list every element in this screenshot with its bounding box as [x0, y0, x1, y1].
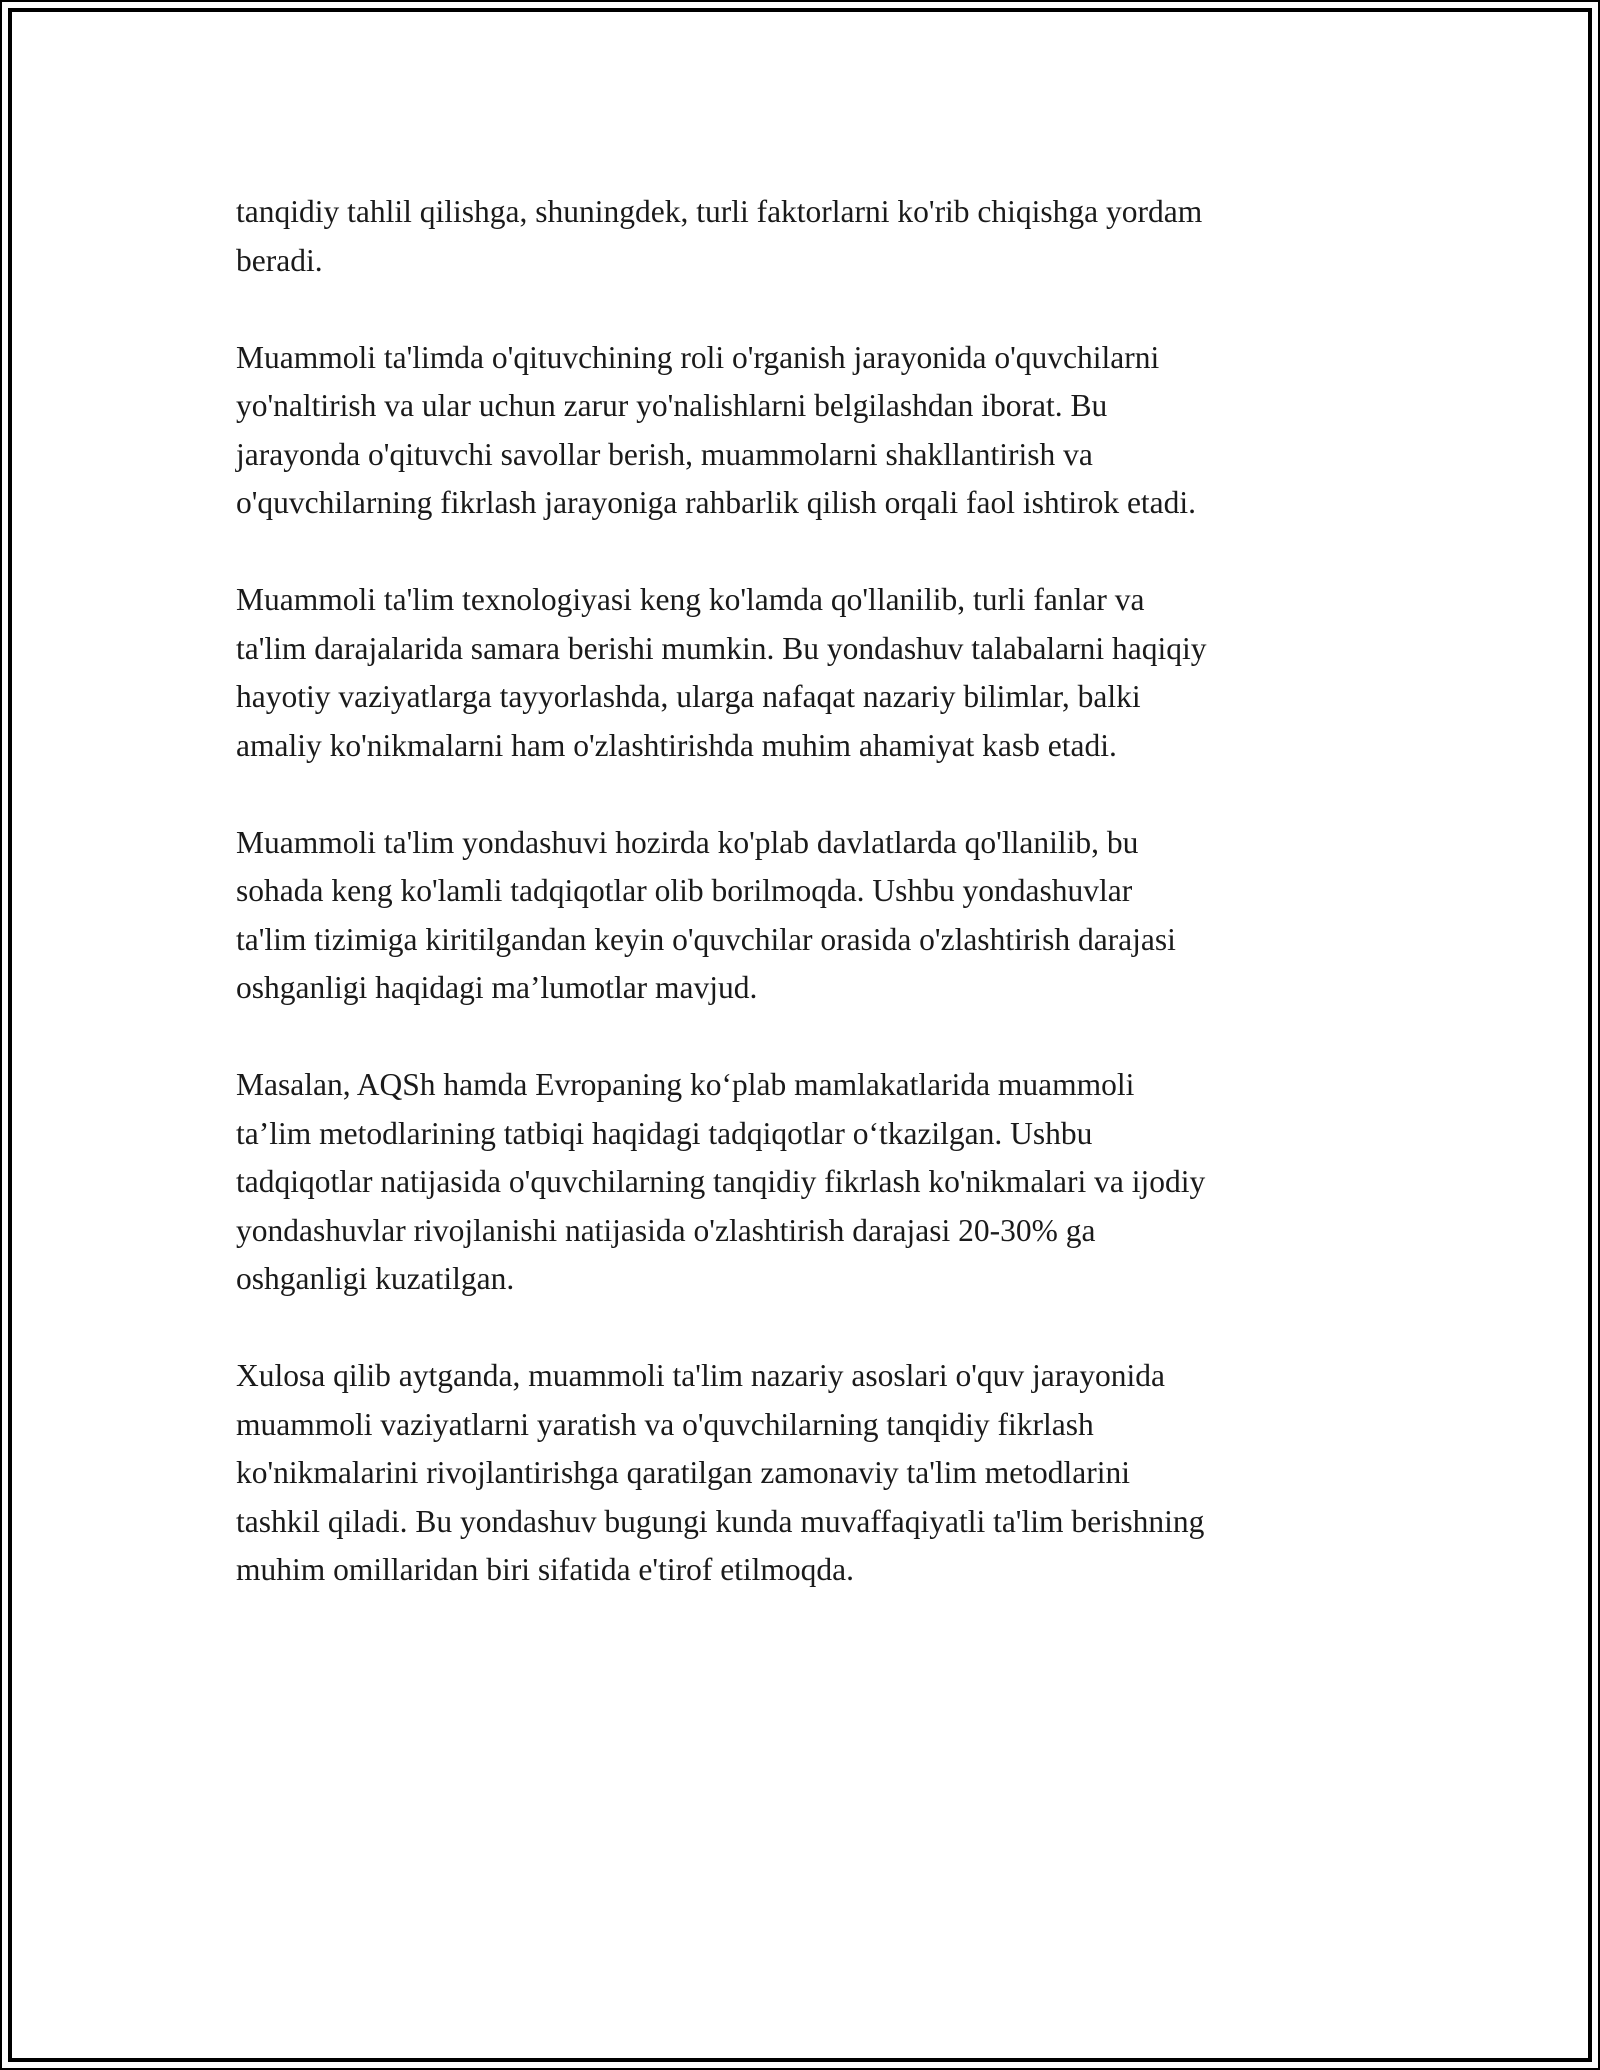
text-line: beradi. — [236, 242, 323, 278]
text-line: ta'lim tizimiga kiritilgandan keyin o'quvchilar orasida o'zlashtirish darajasi — [236, 921, 1176, 957]
text-line: muammoli vaziyatlarni yaratish va o'quvchilarning tanqidiy fikrlash — [236, 1406, 1094, 1442]
text-line: tanqidiy tahlil qilishga, shuningdek, turli faktorlarni ko'rib chiqishga yordam — [236, 194, 1203, 229]
paragraph — [236, 1352, 1376, 1595]
text-line: Muammoli ta'limda o'qituvchining roli o'rganish jarayonida o'quvchilarni — [236, 339, 1160, 375]
text-line: Muammoli ta'lim yondashuvi hozirda ko'plab davlatlarda qo'llanilib, bu — [236, 824, 1139, 860]
text-line: Xulosa qilib aytganda, muammoli ta'lim nazariy asoslari o'quv jarayonida — [236, 1358, 1165, 1393]
paragraph — [236, 819, 1376, 1013]
text-line: tadqiqotlar natijasida o'quvchilarning tanqidiy fikrlash ko'nikmalari va ijodiy — [236, 1164, 1206, 1199]
text-line: tashkil qiladi. Bu yondashuv bugungi kunda muvaffaqiyatli ta'lim berishning — [236, 1503, 1205, 1539]
text-line: ta’lim metodlarining tatbiqi haqidagi tadqiqotlar o‘tkazilgan. Ushbu — [236, 1115, 1093, 1151]
text-line: yo'naltirish va ular uchun zarur yo'nalishlarni belgilashdan iborat. Bu — [236, 388, 1108, 423]
text-line: sohada keng ko'lamli tadqiqotlar olib borilmoqda. Ushbu yondashuvlar — [236, 873, 1133, 908]
paragraph — [236, 1061, 1376, 1304]
text-line: ta'lim darajalarida samara berishi mumkin. Bu yondashuv talabalarni haqiqiy — [236, 630, 1207, 666]
text-line: yondashuvlar rivojlanishi natijasida o'zlashtirish darajasi 20-30% ga — [236, 1212, 1096, 1248]
text-line: hayotiy vaziyatlarga tayyorlashda, ularga nafaqat nazariy bilimlar, balki — [236, 679, 1141, 714]
text-line: Masalan, AQSh hamda Evropaning ko‘plab mamlakatlarida muammoli — [236, 1067, 1135, 1102]
document-body — [236, 188, 1376, 1643]
paragraph — [236, 576, 1376, 770]
text-line: amaliy ko'nikmalarni ham o'zlashtirishda muhim ahamiyat kasb etadi. — [236, 727, 1117, 763]
text-line: o'quvchilarning fikrlash jarayoniga rahbarlik qilish orqali faol ishtirok etadi. — [236, 485, 1197, 520]
text-line: muhim omillaridan biri sifatida e'tirof etilmoqda. — [236, 1552, 855, 1587]
text-line: jarayonda o'qituvchi savollar berish, muammolarni shakllantirish va — [236, 436, 1093, 472]
paragraph — [236, 334, 1376, 528]
paragraph — [236, 188, 1376, 285]
text-line: oshganligi kuzatilgan. — [236, 1261, 515, 1296]
text-line: Muammoli ta'lim texnologiyasi keng ko'lamda qo'llanilib, turli fanlar va — [236, 582, 1145, 617]
text-line: ko'nikmalarini rivojlantirishga qaratilgan zamonaviy ta'lim metodlarini — [236, 1455, 1130, 1490]
text-line: oshganligi haqidagi ma’lumotlar mavjud. — [236, 970, 758, 1005]
